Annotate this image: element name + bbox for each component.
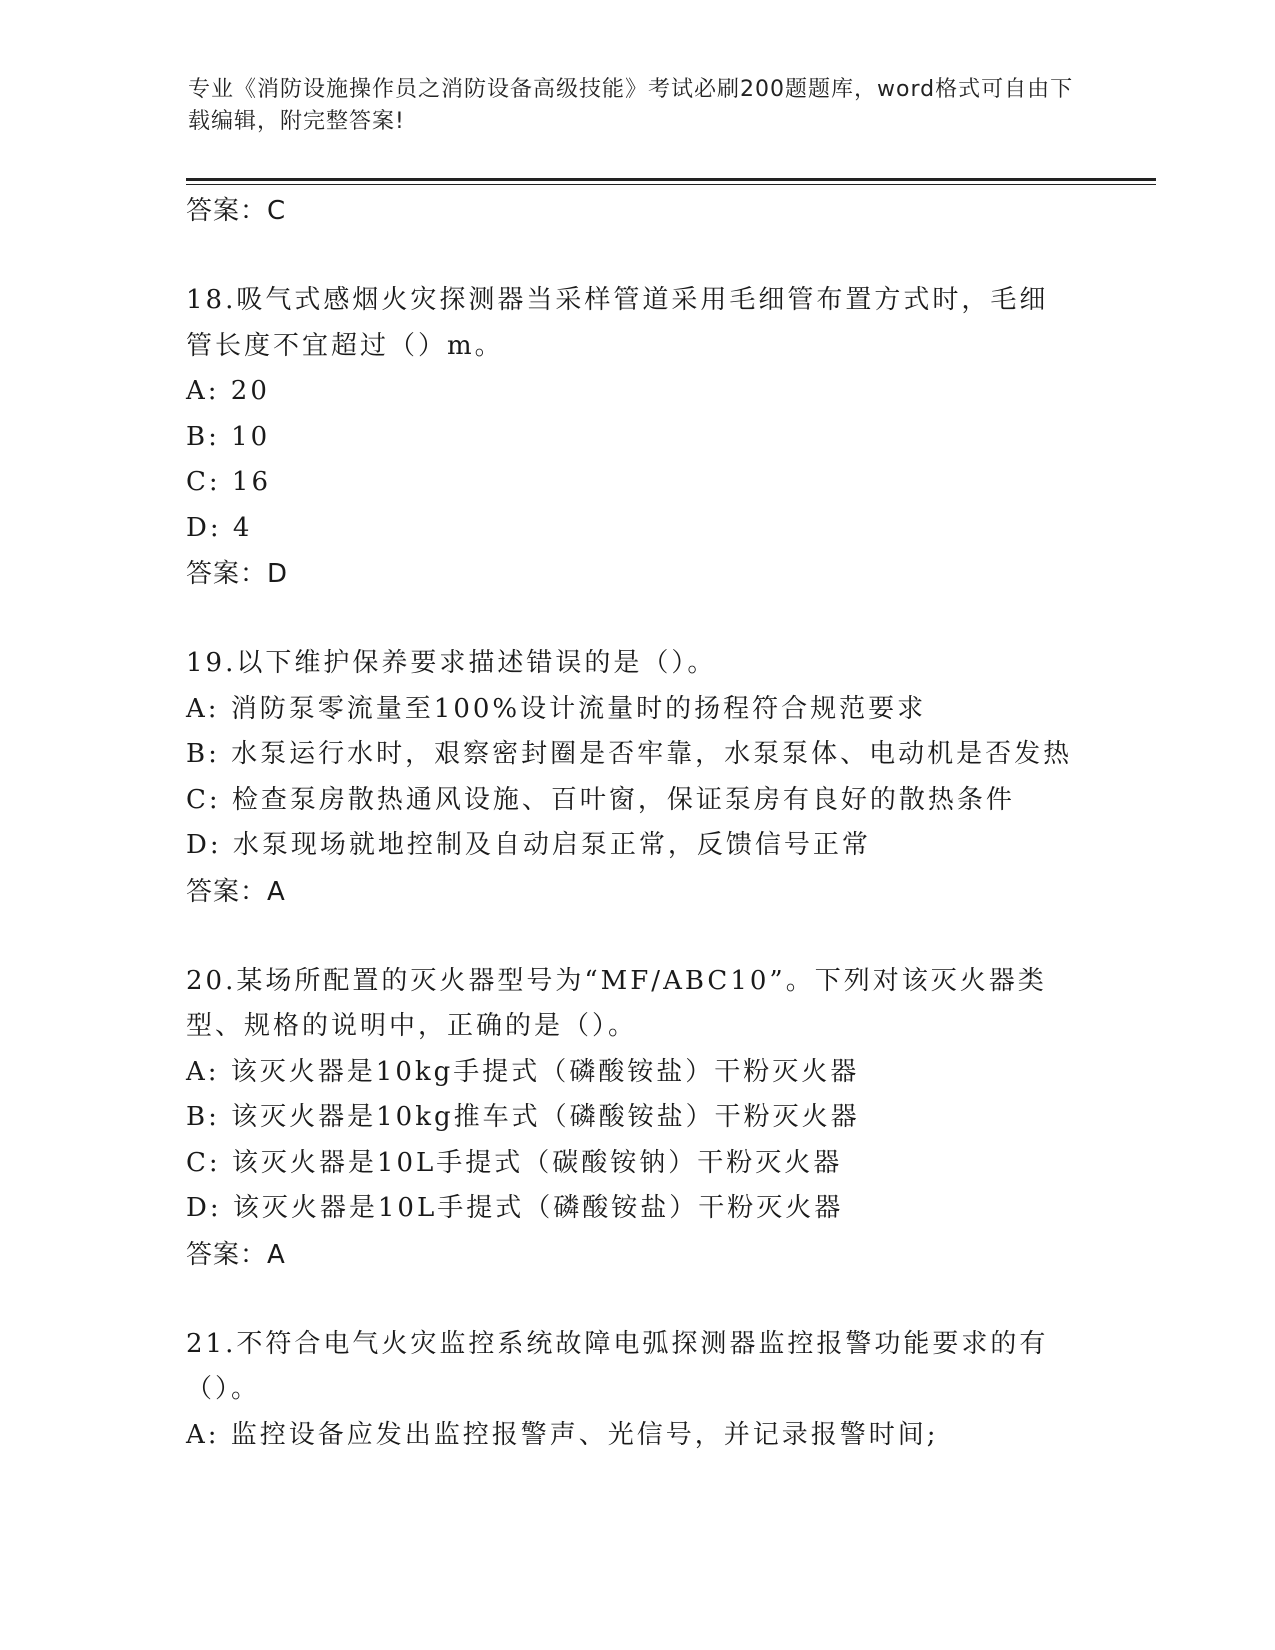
header-rule-thick	[186, 178, 1156, 181]
option-b: B: 水泵运行水时，艰察密封圈是否牢靠，水泵泵体、电动机是否发热	[186, 739, 1073, 769]
page-header: 专业《消防设施操作员之消防设备高级技能》考试必刷200题题库，word格式可自由下载编辑，附完整答案!	[188, 77, 1074, 134]
question-18	[186, 278, 1086, 597]
question-stem: 21.不符合电气火灾监控系统故障电弧探测器监控报警功能要求的有（）。	[186, 1328, 1049, 1404]
answer-line: 答案：D	[186, 559, 289, 589]
question-stem: 19.以下维护保养要求描述错误的是（）。	[186, 648, 717, 678]
option-c: C: 16	[186, 467, 272, 497]
answer-line: 答案：A	[186, 876, 286, 907]
answer-line: 答案：C	[186, 196, 287, 226]
option-a: A: 消防泵零流量至100%设计流量时的扬程符合规范要求	[186, 693, 927, 724]
question-20	[186, 959, 1086, 1278]
question-list	[186, 188, 1086, 1458]
option-a: A: 20	[186, 376, 270, 406]
answer-line: 答案：A	[186, 1239, 286, 1270]
question-19	[186, 641, 1086, 915]
option-c: C: 检查泵房散热通风设施、百叶窗，保证泵房有良好的散热条件	[186, 784, 1015, 815]
option-d: D: 水泵现场就地控制及自动启泵正常，反馈信号正常	[186, 830, 871, 860]
option-a: A: 该灭火器是10kg手提式（磷酸铵盐）干粉灭火器	[186, 1056, 860, 1087]
question-stem: 18.吸气式感烟火灾探测器当采样管道采用毛细管布置方式时，毛细管长度不宜超过（）m。	[186, 285, 1049, 361]
option-a: A: 监控设备应发出监控报警声、光信号，并记录报警时间;	[186, 1419, 939, 1450]
option-d: D: 该灭火器是10L手提式（磷酸铵盐）干粉灭火器	[186, 1193, 844, 1223]
question-stem: 20.某场所配置的灭火器型号为“MF/ABC10”。下列对该灭火器类型、规格的说明中，正确的是（）。	[186, 965, 1047, 1041]
header-rule-thin	[186, 184, 1156, 185]
option-b: B: 该灭火器是10kg推车式（磷酸铵盐）干粉灭火器	[186, 1102, 860, 1132]
option-c: C: 该灭火器是10L手提式（碳酸铵钠）干粉灭火器	[186, 1147, 843, 1178]
option-b: B: 10	[186, 421, 271, 452]
question-21	[186, 1322, 1086, 1459]
option-d: D: 4	[186, 512, 253, 543]
